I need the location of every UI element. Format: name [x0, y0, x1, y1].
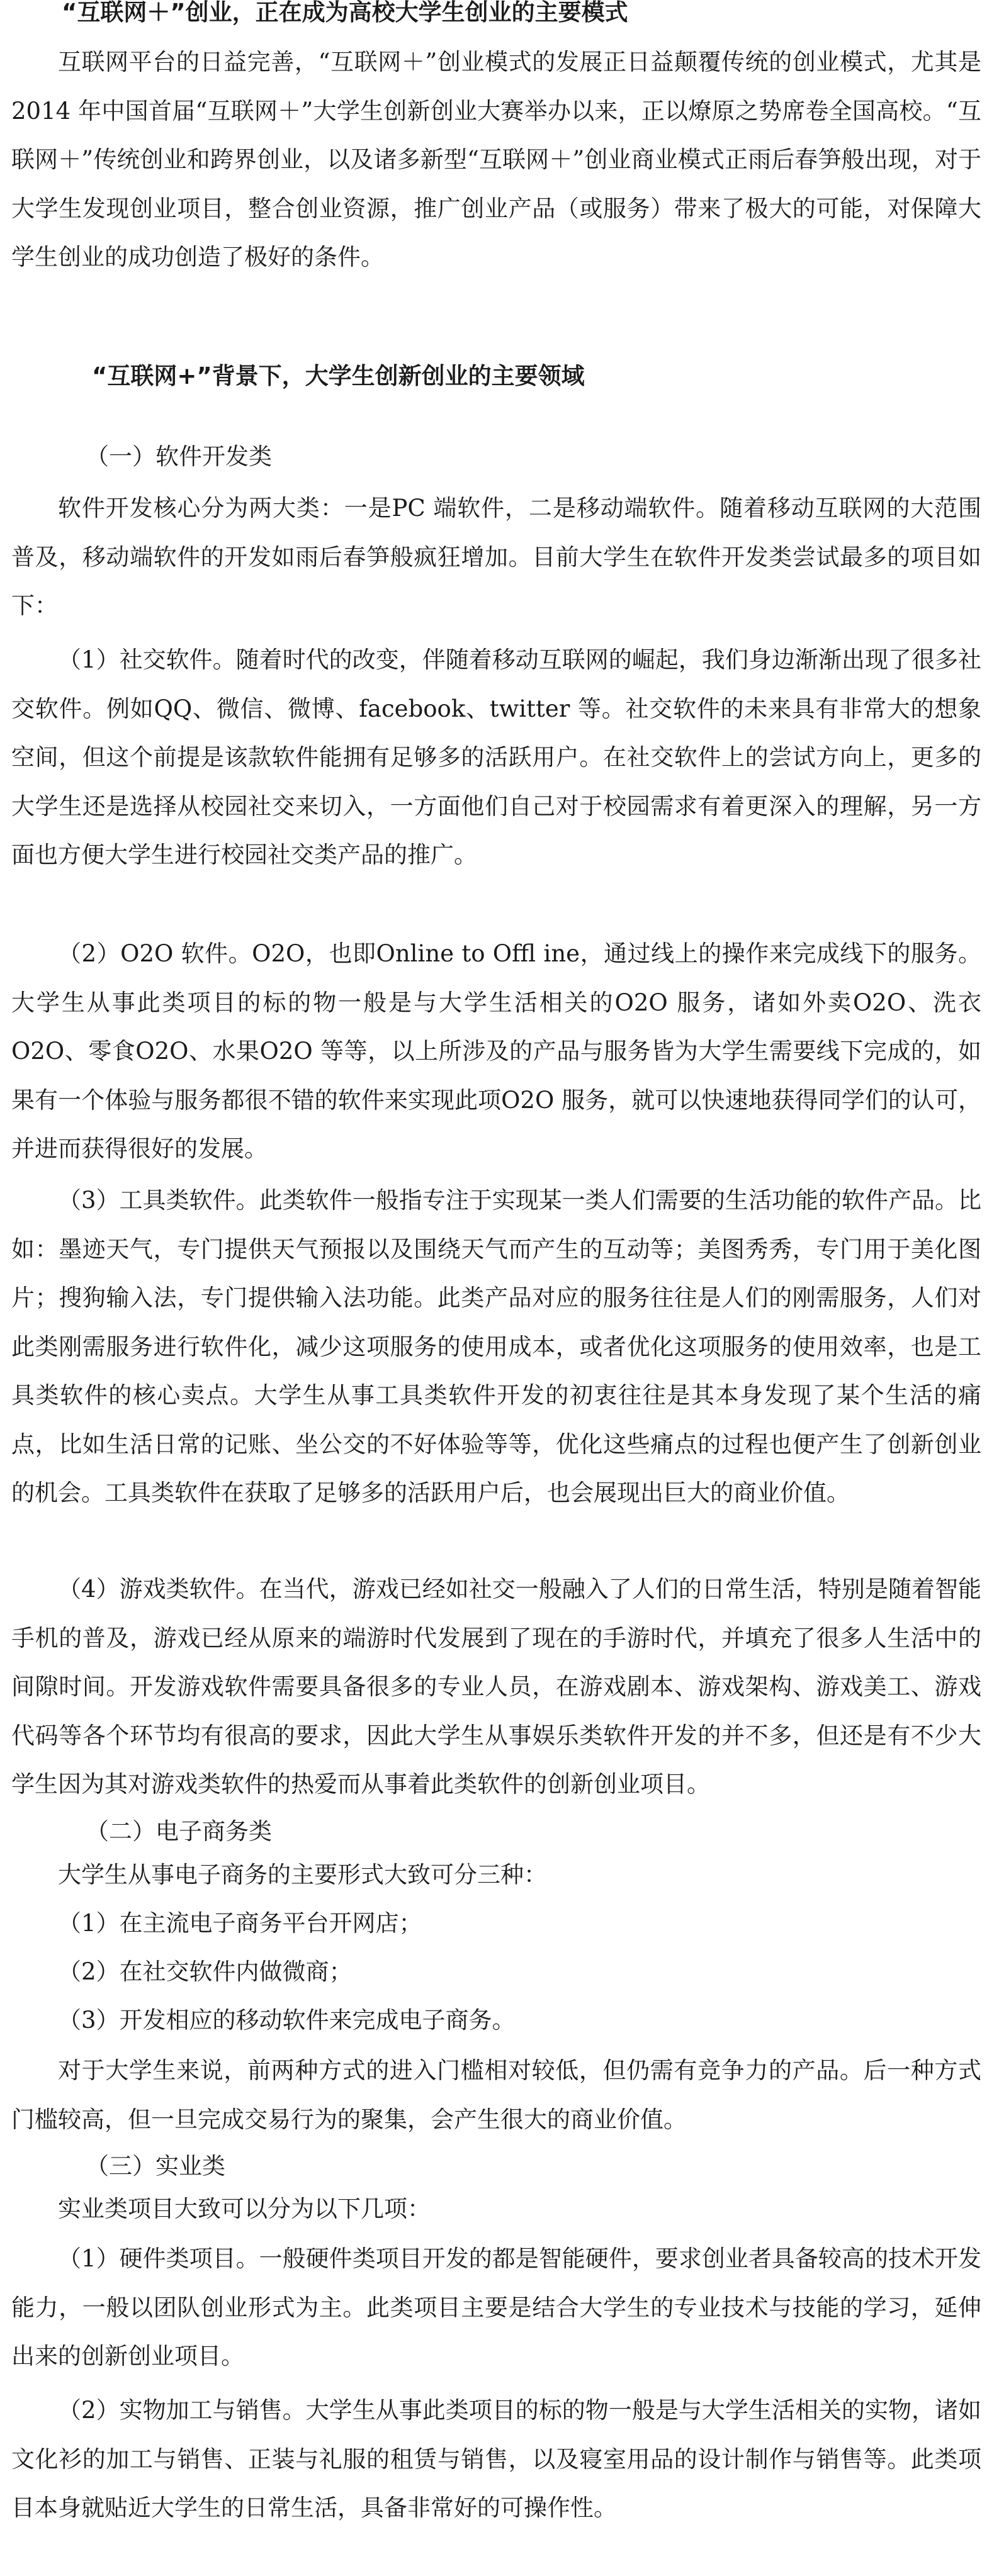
software-item-o2o: （2）O2O 软件。O2O，也即Online to Offl ine，通过线上的操作来完成线下的服务。大学生从事此类项目的标的物一般是与大学生活相关的O2O 服务，诸如外卖O2O、洗衣O2O、零食O2O、水果O2O 等等，以上所涉及的产品与服务皆为大学生需要线下完成的，如果有一个体验与服务都很不错的软件来实现此项O2O 服务，就可以快速地获得同学们的认可，并进而获得很好的发展。	[11, 940, 981, 1162]
software-item-social: （1）社交软件。随着时代的改变，伴随着移动互联网的崛起，我们身边渐渐出现了很多社交软件。例如QQ、微信、微博、facebook、twitter 等。社交软件的未来具有非常大的想象空间，但这个前提是该款软件能拥有足够多的活跃用户。在社交软件上的尝试方向上，更多的大学生还是选择从校园社交来切入，一方面他们自己对于校园需求有着更深入的理解，另一方面也方便大学生进行校园社交类产品的推广。	[11, 646, 981, 868]
ecommerce-item-store: （1）在主流电子商务平台开网店；	[58, 1910, 422, 1937]
section-industry-title: （三）实业类	[86, 2153, 225, 2180]
ecommerce-conclusion: 对于大学生来说，前两种方式的进入门槛相对较低，但仍需有竞争力的产品。后一种方式门槛较高，但一旦完成交易行为的聚集，会产生很大的商业价值。	[11, 2057, 981, 2133]
paragraph-intro: 互联网平台的日益完善，“互联网＋”创业模式的发展正日益颠覆传统的创业模式，尤其是2014 年中国首届“互联网＋”大学生创新创业大赛举办以来，正以燎原之势席卷全国高校。“互联网＋”传统创业和跨界创业，以及诸多新型“互联网＋”创业商业模式正雨后春笋般出现，对于大学生发现创业项目，整合创业资源，推广创业产品（或服务）带来了极大的可能，对保障大学生创业的成功创造了极好的条件。	[11, 48, 981, 271]
software-item-games: （4）游戏类软件。在当代，游戏已经如社交一般融入了人们的日常生活，特别是随着智能手机的普及，游戏已经从原来的端游时代发展到了现在的手游时代，并填充了很多人生活中的间隙时间。开发游戏软件需要具备很多的专业人员，在游戏剧本、游戏架构、游戏美工、游戏代码等各个环节均有很高的要求，因此大学生从事娱乐类软件开发的并不多，但还是有不少大学生因为其对游戏类软件的热爱而从事着此类软件的创新创业项目。	[11, 1576, 981, 1798]
ecommerce-item-wechat: （2）在社交软件内做微商；	[58, 1958, 353, 1985]
section-software-title: （一）软件开发类	[86, 443, 272, 470]
industry-item-hardware: （1）硬件类项目。一般硬件类项目开发的都是智能硬件，要求创业者具备较高的技术开发能力，一般以团队创业形式为主。此类项目主要是结合大学生的专业技术与技能的学习，延伸出来的创新创业项目。	[11, 2245, 981, 2370]
title-main-fields: “互联网+”背景下，大学生创新创业的主要领域	[92, 362, 585, 389]
title-internet-plus-startup: “互联网＋”创业，正在成为高校大学生创业的主要模式	[62, 0, 628, 26]
section-ecommerce-title: （二）电子商务类	[86, 1818, 272, 1845]
section-industry-intro: 实业类项目大致可以分为以下几项：	[58, 2195, 431, 2222]
section-software-intro: 软件开发核心分为两大类：一是PC 端软件，二是移动端软件。随着移动互联网的大范围普及，移动端软件的开发如雨后春笋般疯狂增加。目前大学生在软件开发类尝试最多的项目如下：	[11, 495, 981, 619]
section-ecommerce-intro: 大学生从事电子商务的主要形式大致可分三种：	[58, 1861, 547, 1888]
industry-item-physical-goods: （2）实物加工与销售。大学生从事此类项目的标的物一般是与大学生活相关的实物，诸如文化衫的加工与销售、正装与礼服的租赁与销售，以及寝室用品的设计制作与销售等。此类项目本身就贴近大学生的日常生活，具备非常好的可操作性。	[11, 2397, 981, 2521]
software-item-tools: （3）工具类软件。此类软件一般指专注于实现某一类人们需要的生活功能的软件产品。比如：墨迹天气，专门提供天气预报以及围绕天气而产生的互动等；美图秀秀，专门用于美化图片；搜狗输入法，专门提供输入法功能。此类产品对应的服务往往是人们的刚需服务，人们对此类刚需服务进行软件化，减少这项服务的使用成本，或者优化这项服务的使用效率，也是工具类软件的核心卖点。大学生从事工具类软件开发的初衷往往是其本身发现了某个生活的痛点，比如生活日常的记账、坐公交的不好体验等等，优化这些痛点的过程也便产生了创新创业的机会。工具类软件在获取了足够多的活跃用户后，也会展现出巨大的商业价值。	[11, 1187, 981, 1506]
ecommerce-item-app: （3）开发相应的移动软件来完成电子商务。	[58, 2007, 516, 2034]
